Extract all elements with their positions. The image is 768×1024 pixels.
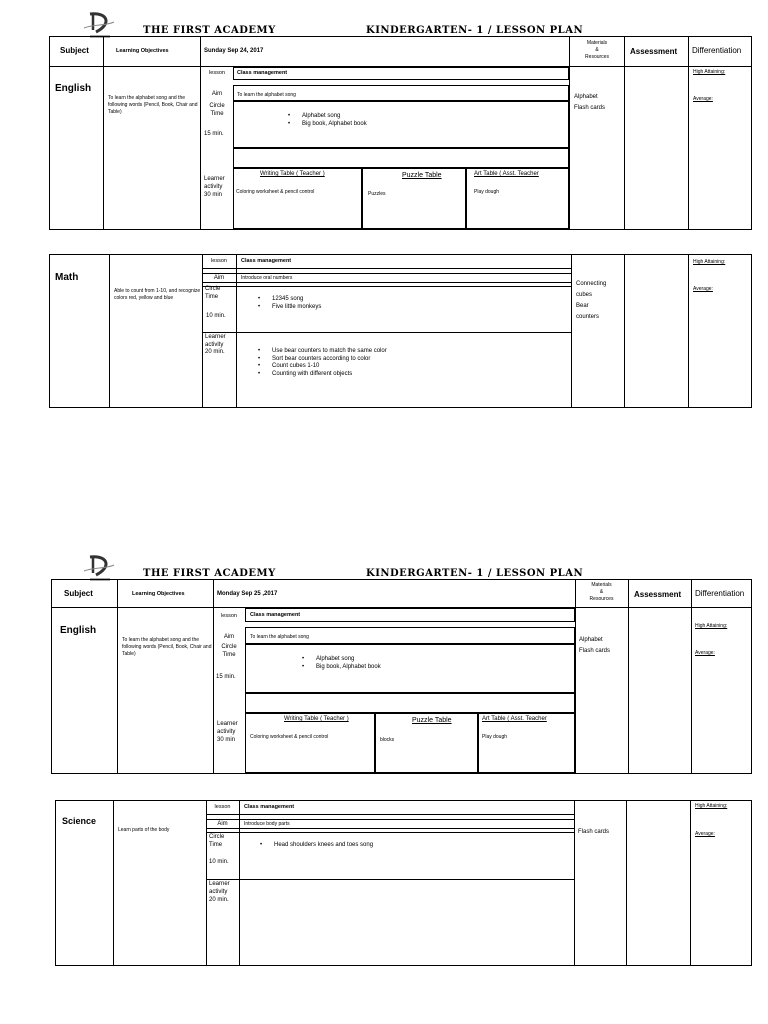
list-item: • 12345 song [258,296,321,304]
lesson-value: Class management [237,70,288,76]
diff-average: Average: [693,96,713,102]
art-table-activity: Play dough [474,189,500,195]
circle-time-label: Circle Time [209,103,225,117]
puzzle-table-activity: Puzzles [368,191,386,197]
learner-activity-duration: 20 min. [209,897,229,903]
plan-title: KINDERGARTEN- 1 / LESSON PLAN [366,568,584,579]
materials-column-header: Materials & Resources [585,40,609,60]
circle-time-label: Circle Time [205,286,221,300]
learner-activity-label: Learner activity [205,334,226,348]
diff-average: Average: [693,286,713,292]
subject-column-header: Subject [64,589,93,598]
differentiation-column-header: Differentiation [695,589,745,598]
puzzle-table-header: Puzzle Table [412,717,452,724]
subject-english: English [60,625,97,636]
diff-average: Average: [695,831,715,837]
puzzle-table-activity: blocks [380,737,395,743]
list-item: • Alphabet song [302,656,381,664]
writing-table-activity: Coloring worksheet & pencil control [250,734,329,740]
learner-activity-label: Learner activity [209,881,230,895]
math-materials: Connecting cubes Bear counters [576,281,607,320]
lesson-label: lesson [211,258,227,264]
diff-high-attaining: High Attaining: [693,259,726,265]
art-table-header: Art Table ( Asst. Teacher [482,716,547,722]
math-objective: Able to count from 1-10, and recognize colors red, yellow and blue [114,288,201,301]
circle-time-duration: 10 min. [209,859,229,865]
learner-activity-duration: 20 min. [205,349,225,355]
assessment-column-header: Assessment [634,590,682,599]
date-header: Monday Sep 25 ,2017 [217,591,278,597]
english-materials: Alphabet Flash cards [574,94,606,111]
diff-high-attaining: High Attaining: [695,623,728,629]
lesson-label: lesson [209,70,225,76]
list-item: • Alphabet song [288,113,367,121]
lesson-label: lesson [214,804,231,810]
page1-english-table [49,36,752,230]
writing-table-header: Writing Table ( Teacher ) [284,716,349,722]
aim-value: To learn the alphabet song [237,92,296,98]
aim-label: Aim [211,91,223,97]
assessment-column-header: Assessment [630,47,678,56]
learner-activity-label: Learner activity [204,176,225,190]
subject-math: Math [55,272,79,283]
page1-math-table [49,254,752,408]
learner-activity-duration: 30 min [217,737,236,743]
english-objective: To learn the alphabet song and the following words (Pencil, Book, Chair and Table) [122,637,212,657]
lesson-value: Class management [241,258,292,264]
plan-title: KINDERGARTEN- 1 / LESSON PLAN [366,25,584,36]
list-item: • Sort bear counters according to color [258,356,387,364]
lesson-value: Class management [244,804,295,810]
learner-activity-items [258,348,387,378]
circle-time-items [260,842,373,850]
circle-time-items [258,296,321,311]
circle-time-items [288,113,367,128]
diff-average: Average: [695,650,715,656]
list-item: • Big book, Alphabet book [288,121,367,129]
aim-value: Introduce oral numbers [241,275,293,281]
academy-name: THE FIRST ACADEMY [143,25,276,36]
date-header: Sunday Sep 24, 2017 [204,48,264,54]
academy-name: THE FIRST ACADEMY [143,568,276,579]
subject-english: English [55,83,92,94]
writing-table-activity: Coloring worksheet & pencil control [236,189,315,195]
puzzle-table-header: Puzzle Table [402,172,442,179]
diff-high-attaining: High Attaining: [695,803,728,809]
circle-time-items [302,656,381,671]
lesson-value: Class management [250,612,301,618]
list-item: • Five little monkeys [258,304,321,312]
materials-column-header: Materials & Resources [589,582,614,602]
aim-label: Aim [217,821,228,827]
list-item: • Count cubes 1-10 [258,363,387,371]
lesson-label: lesson [221,613,237,619]
circle-time-label: Circle Time [221,644,237,658]
science-materials: Flash cards [578,829,610,835]
learner-activity-label: Learner activity [217,721,238,735]
objectives-column-header: Learning Objectives [132,591,185,597]
aim-value: Introduce body parts [244,821,290,827]
page2-english-table [51,579,752,774]
science-objective: Learn parts of the body [118,827,170,833]
list-item: • Use bear counters to match the same color [258,348,387,356]
writing-table-header: Writing Table ( Teacher ) [260,171,325,177]
list-item: • Counting with different objects [258,371,387,379]
page2-science-table [55,800,752,966]
list-item: • Head shoulders knees and toes song [260,842,373,850]
objectives-column-header: Learning Objectives [116,48,169,54]
art-table-header: Art Table ( Asst. Teacher [474,171,539,177]
list-item: • Big book, Alphabet book [302,664,381,672]
circle-time-duration: 15 min. [204,131,224,137]
subject-science: Science [62,816,97,826]
aim-label: Aim [213,275,225,281]
english-objective: To learn the alphabet song and the following words (Pencil, Book, Chair and Table) [108,95,198,115]
aim-label: Aim [223,634,235,640]
subject-column-header: Subject [60,46,89,55]
aim-value: To learn the alphabet song [250,634,309,640]
circle-time-duration: 10 min. [206,313,226,319]
learner-activity-duration: 30 min [204,192,223,198]
art-table-activity: Play dough [482,734,508,740]
circle-time-label: Circle Time [209,834,225,848]
differentiation-column-header: Differentiation [692,46,742,55]
circle-time-duration: 15 min. [216,674,236,680]
diff-high-attaining: High Attaining: [693,69,726,75]
english-materials: Alphabet Flash cards [579,637,611,654]
